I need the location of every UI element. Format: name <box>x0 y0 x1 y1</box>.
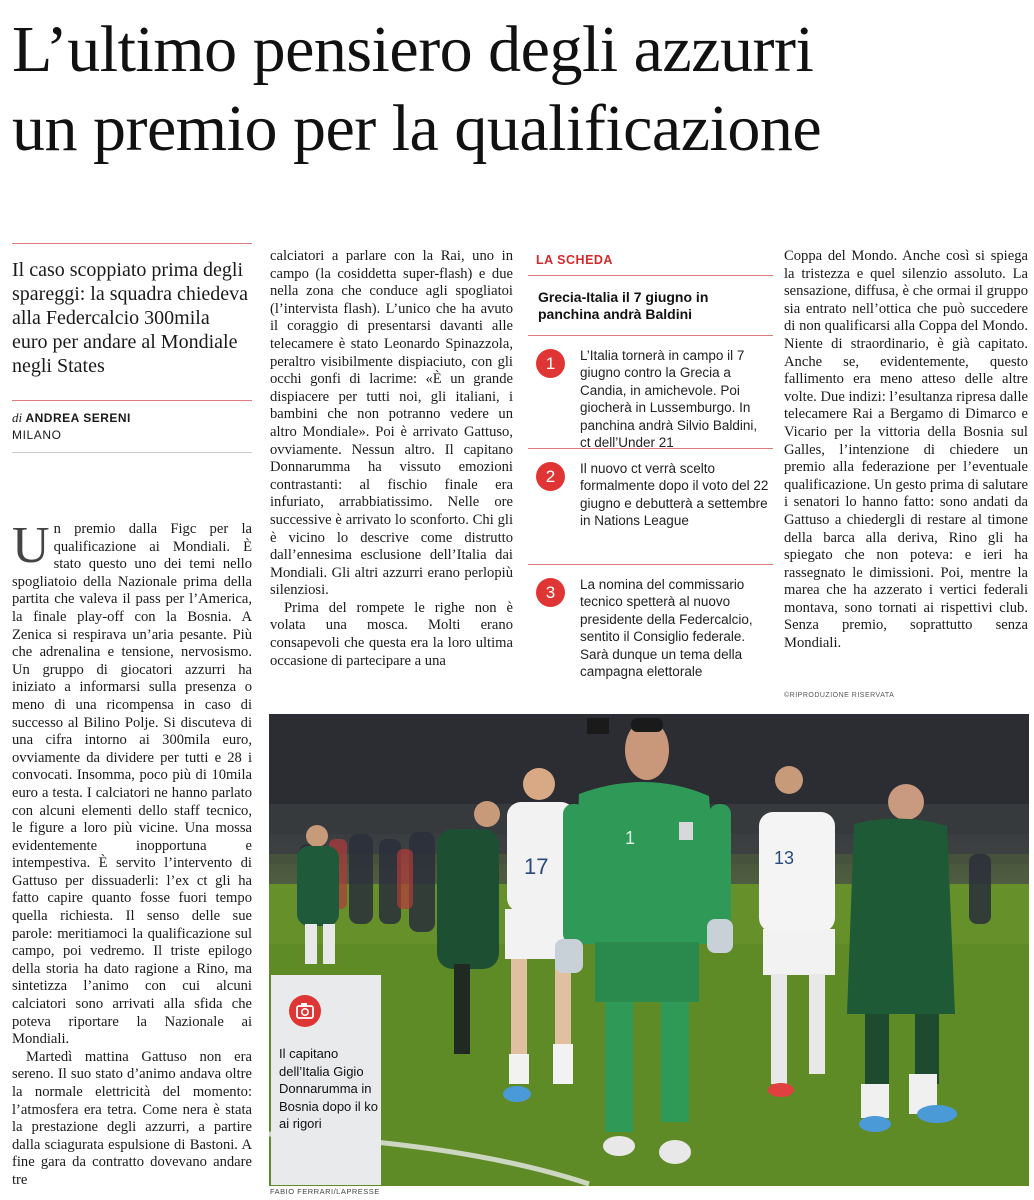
drop-cap: U <box>12 517 50 574</box>
scheda-label: LA SCHEDA <box>528 248 773 276</box>
byline-author: ANDREA SERENI <box>25 411 131 425</box>
scheda-box <box>528 248 773 710</box>
paragraph: calciatori a parlare con la Rai, uno in campo (la cosiddetta super-flash) e due nella zona che conduce agli spogliatoi (l’intervista flash). L’unico che ha avuto il coraggio di presentarsi davanti alle telecamere è stato Leonardo Spinazzola, peraltro visibilmente dispiaciuto, con gli occhi gonfi di lacrime: «È un grande dispiacere per tutti noi, gli italiani, i bambini che non potranno vedere un altro Mondiale». Poi è arrivato Gattuso, ovviamente. Nessun altro. Il capitano Donnarumma ha vissuto emozioni contrastanti: al fischio finale era infuriato, arrabbiatissimo. Nelle ore successive è arrivato lo sconforto. Chi gli è vicino lo descrive come distrutto dall’ennesima esclusione dell’Italia dai Mondiali. Gli altri azzurri erano perlopiù silenziosi. <box>270 248 513 599</box>
headline <box>12 10 1022 168</box>
photo-illustration <box>269 714 1029 1186</box>
subhead: Il caso scoppiato prima degli spareggi: la squadra chiedeva alla Federcalcio 300mila euro per andare al Mondiale negli States <box>12 259 249 377</box>
paragraph: Un premio dalla Figc per la qualificazione ai Mondiali. È stato questo uno dei temi nello spogliatoio della Nazionale prima della partita che valeva il pass per l’America, la finale play-off con la Bosnia. A Zenica si respirava un’aria pesante. Più che adrenalina e tensione, nervosismo. Un gruppo di giocatori azzurri ha iniziato a informarsi sulla presenza o meno di una ricompensa in caso di successo al Bilino Polje. Si discuteva di una cifra intorno ai 300mila euro, ovviamente da dividere per tutti e 28 i convocati. Insomma, poco più di 10mila euro a testa. I calciatori ne hanno parlato con alcuni elementi dello staff tecnico, le figure a loro più vicine. Una mossa evidentemente inopportuna e intempestiva. È servito l’intervento di Gattuso per dissuaderli: l’ex ct gli ha fatto capire quanto fosse fuori tempo quella richiesta. Il senso delle sue parole: meritiamoci la qualificazione sul campo, poi vedremo. Il triste epilogo della storia ha dato ragione a Rino, ma sintetizza l’animo con cui alcuni calciatori sono arrivati alla sfida che poteva riportare la Nazionale ai Mondiali. <box>12 517 252 1048</box>
article-column-2 <box>270 248 513 670</box>
number-badge: 2 <box>536 462 565 491</box>
news-photo <box>269 714 1029 1186</box>
camera-icon <box>289 995 321 1027</box>
byline <box>12 409 250 444</box>
jersey-number: 13 <box>774 848 795 868</box>
article-column-1 <box>12 517 252 1190</box>
subhead-bottom-rule <box>12 400 252 401</box>
headline-line-1: L’ultimo pensiero degli azzurri <box>12 13 814 86</box>
headline-line-2: un premio per la qualificazione <box>12 92 822 165</box>
photo-caption: Il capitano dell’Italia Gigio Donnarumma in Bosnia dopo il ko ai rigori <box>279 1046 379 1131</box>
scheda-item-text: L’Italia tornerà in campo il 7 giugno contro la Grecia a Candia, in amichevole. Poi giocherà in Lussemburgo. In panchina andrà Silvio Baldini, ct dell’Under 21 <box>580 348 758 451</box>
scheda-item <box>528 448 773 564</box>
number-badge: 1 <box>536 349 565 378</box>
scheda-title: Grecia-Italia il 7 giugno in panchina andrà Baldini <box>538 289 709 322</box>
paragraph: Coppa del Mondo. Anche così si spiega la tristezza e quel silenzio assoluto. La sensazione, diffusa, è che ormai il gruppo sia entrato nell’ottica che può succedere di non qualificarsi alla Coppa del Mondo. Niente di straordinario, è già capitato. Anche se, evidentemente, questo fallimento era meno atteso delle altre volte. Due indizi: l’esultanza ripresa dalle telecamere Rai a Bergamo di Dimarco e Vicario per la vittoria della Bosnia sul Galles, l’intenzione di chiedere un premio alla federazione per l’eventuale qualificazione. Un gesto prima di salutare i senatori lo hanno fatto: sono andati da Gattuso a chiedergli di restare al timone della barca alla deriva, Rino gli ha spiegato che non poteva: e ieri ha rassegnato le dimissioni. Poi, mentre la marea che ha azzerato i vertici federali montava, sono tornati ai rispettivi club. Senza premio, soprattutto senza Mondiali. <box>784 248 1028 652</box>
scheda-item <box>528 564 773 686</box>
scheda-item <box>528 335 773 451</box>
byline-prefix: di <box>12 410 23 425</box>
byline-rule <box>12 452 252 453</box>
number-badge: 3 <box>536 578 565 607</box>
scheda-item-text: Il nuovo ct verrà scelto formalmente dopo il voto del 22 giugno e debutterà a settembre in Nations League <box>580 461 769 529</box>
caption-box <box>271 975 381 1185</box>
copyright-note: ©RIPRODUZIONE RISERVATA <box>784 692 895 699</box>
subhead-top-rule <box>12 243 252 244</box>
photo-credit: FABIO FERRARI/LAPRESSE <box>270 1187 380 1196</box>
article-column-4 <box>784 248 1028 653</box>
byline-city: MILANO <box>12 428 62 442</box>
jersey-number: 17 <box>524 854 549 879</box>
scheda-item-text: La nomina del commissario tecnico spetterà al nuovo presidente della Federcalcio, sentito il Consiglio federale. Sarà dunque un tema della campagna elettorale <box>580 577 753 680</box>
paragraph: Martedì mattina Gattuso non era sereno. Il suo stato d’animo andava oltre la normale elettricità del momento: l’atmosfera era tetra. Come nera è stata la prestazione degli azzurri, a partire dalla sciagurata espulsione di Bastoni. A fine gara da contratto dovevano andare tre <box>12 1048 252 1188</box>
jersey-number: 1 <box>625 828 636 848</box>
paragraph: Prima del rompete le righe non è volata una mosca. Molti erano consapevoli che questa era la loro ultima occasione di partecipare a una <box>270 599 513 669</box>
